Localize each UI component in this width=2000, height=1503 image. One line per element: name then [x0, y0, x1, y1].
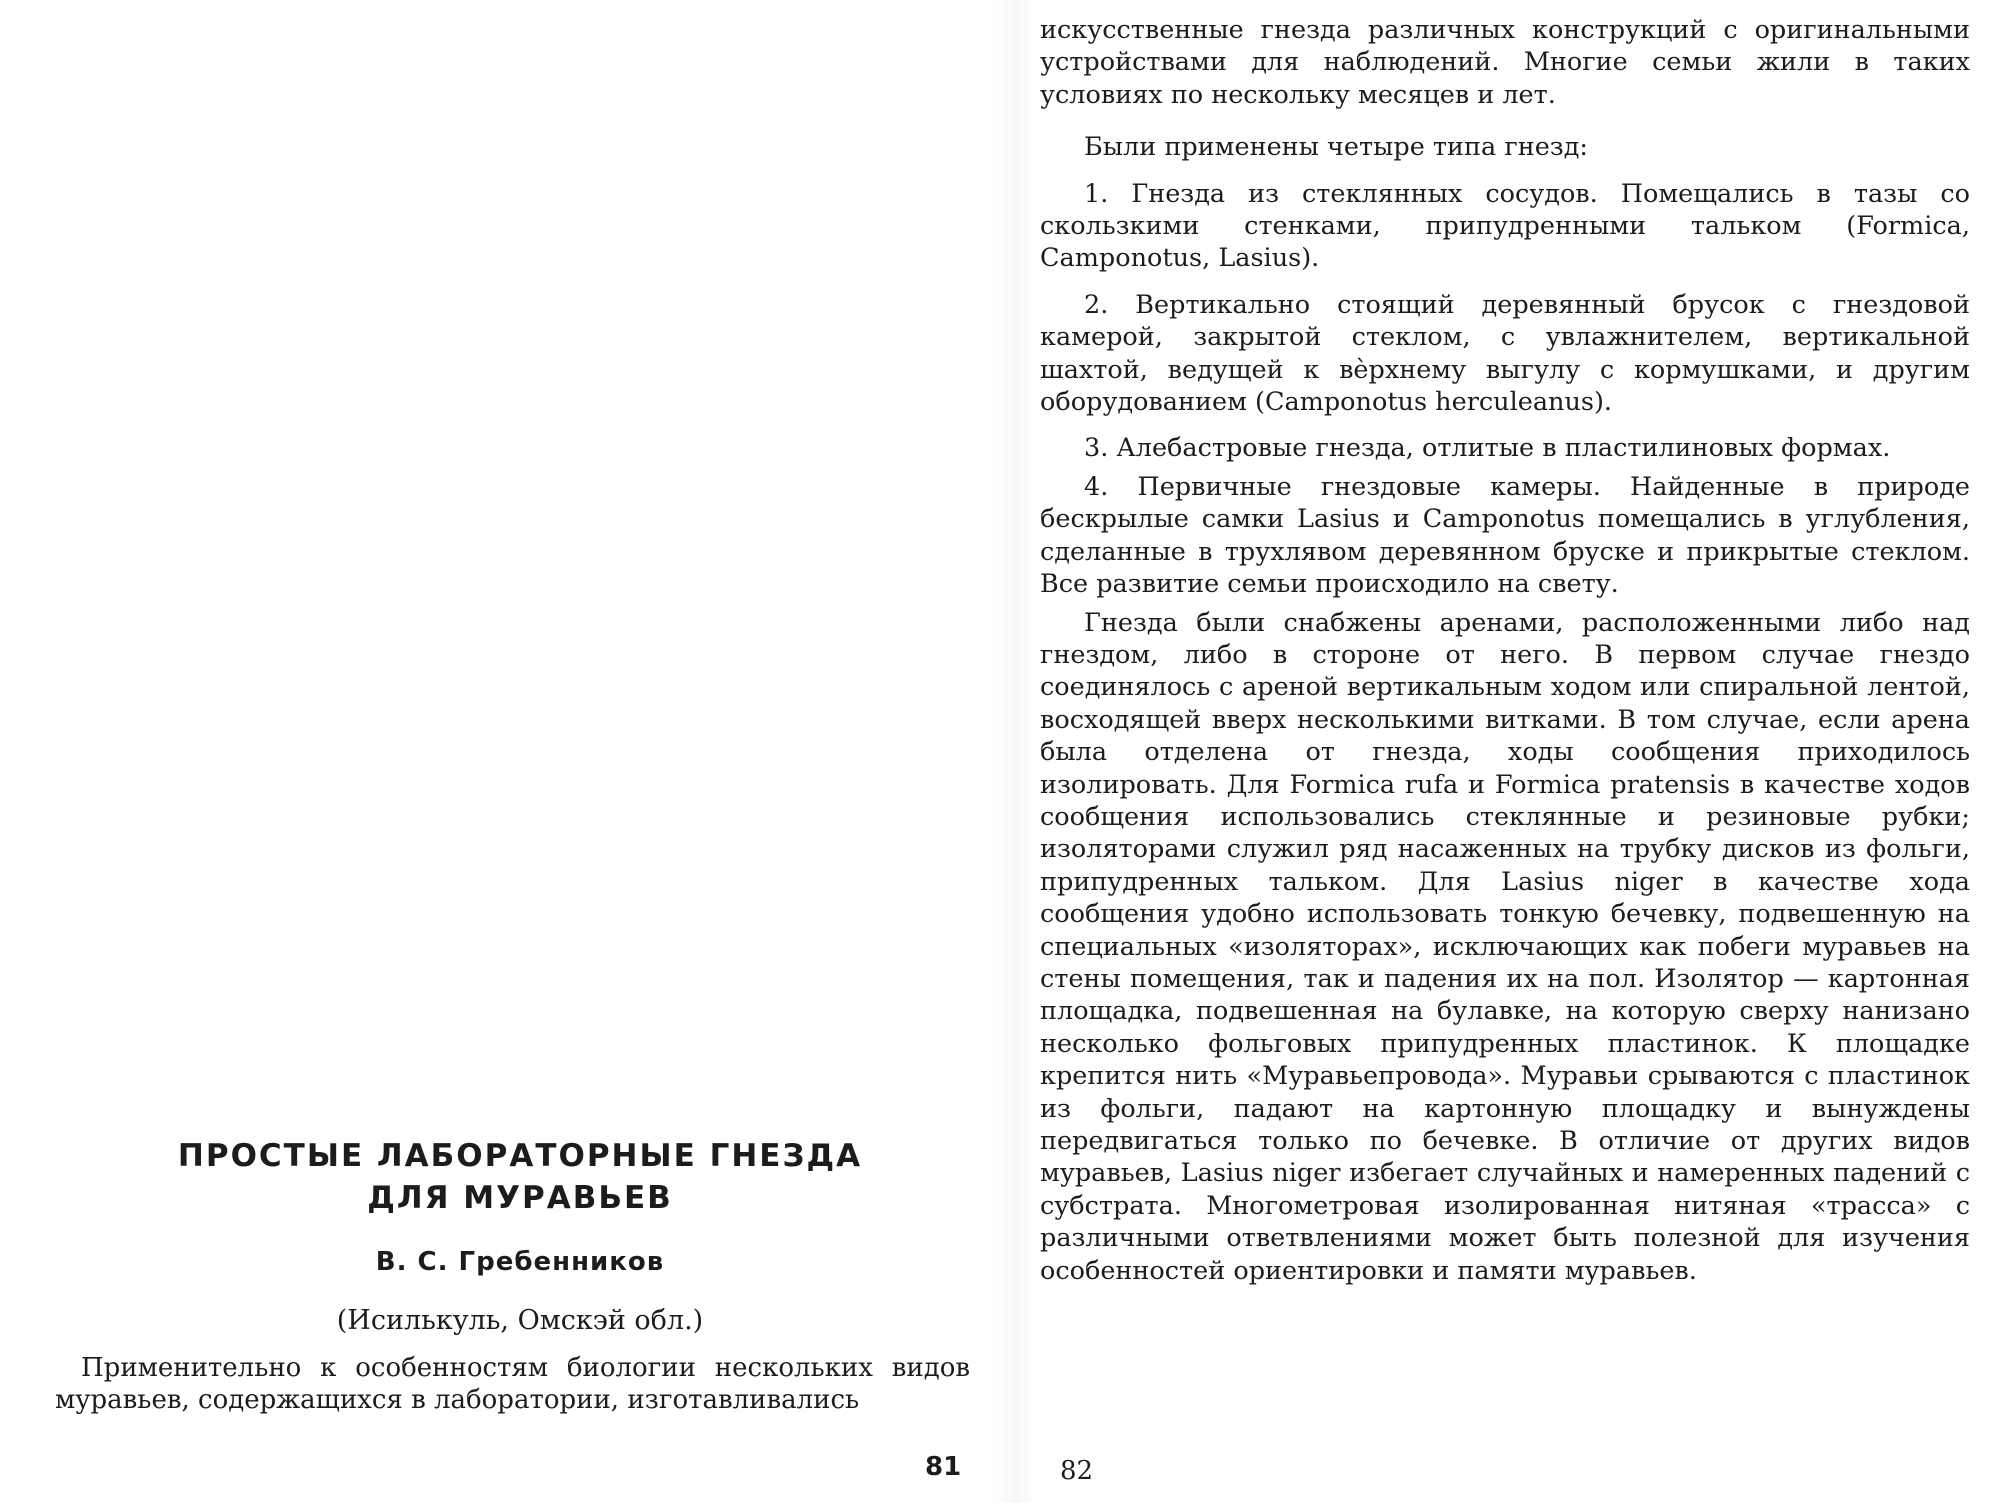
intro-paragraph: Применительно к особенностям биологии нескольких видов муравьев, содержащихся в лаборатории, изготавливались [55, 1353, 970, 1415]
page-number-left: 81 [925, 1452, 962, 1482]
book-gutter [995, 0, 1035, 1503]
article-title-line-1: ПРОСТЫЕ ЛАБОРАТОРНЫЕ ГНЕЗДА [177, 1138, 863, 1174]
paragraph-continuation: искусственные гнезда различных конструкций с оригинальными устройствами для наблюдений. Многие семьи жили в таких условиях по нескольку месяцев и лет. [1040, 15, 1970, 110]
paragraph-nest-type-3: 3. Алебастровые гнезда, отлитые в пластилиновых формах. [1084, 433, 1891, 464]
left-page [0, 0, 990, 1503]
paragraph-nest-type-4: 4. Первичные гнездовые камеры. Найденные в природе бескрылые самки Lasius и Camponotus помещались в углубления, сделанные в трухлявом деревянном бруске и прикрытые стеклом. Все развитие семьи происходило на свету. [1040, 471, 1970, 600]
right-page-body [1040, 14, 1970, 1287]
article-title [60, 1135, 980, 1219]
right-page [1040, 0, 2000, 1503]
paragraph-arenas: Гнезда были снабжены аренами, расположенными либо над гнездом, либо в стороне от него. В первом случае гнездо соединялось с ареной вертикальным ходом или спиральной лентой, восходящей вверх несколькими витками. В том случае, если арена была отделена от гнезда, ходы сообщения приходилось изолировать. Для Formica rufa и Formica pratensis в качестве ходов сообщения использовались стеклянные и резиновые рубки; изоляторами служил ряд насаженных на трубку дисков из фольги, припудренных тальком. Для Lasius niger в качестве хода сообщения удобно использовать тонкую бечевку, подвешенную на специальных «изоляторах», исключающих как побеги муравьев на стены помещения, так и падения их на пол. Изолятор — картонная площадка, подвешенная на булавке, на которую сверху нанизано несколько фольговых припудренных пластинок. К площадке крепится нить «Муравьепровода». Муравьи срываются с пластинок из фольги, падают на картонную площадку и вынуждены передвигаться только по бечевке. В отличие от других видов муравьев, Lasius niger избегает случайных и намеренных падений с субстрата. Многометровая изолированная нитяная «трасса» с различными ответвлениями может быть полезной для изучения особенностей ориентировки и памяти муравьев. [1040, 607, 1970, 1286]
paragraph-nest-type-2: 2. Вертикально стоящий деревянный брусок с гнездовой камерой, закрытой стеклом, с увлажнителем, вертикальной шахтой, ведущей к вѐрхнему выгулу с кормушками, и другим оборудованием (Camponotus herculeanus). [1040, 289, 1970, 418]
paragraph-nest-type-1: 1. Гнезда из стеклянных сосудов. Помещались в тазы со скользкими стенками, припудренными тальком (Formica, Camponotus, Lasius). [1040, 178, 1970, 274]
article-affiliation: (Исилькуль, Омскэй обл.) [336, 1305, 704, 1336]
paragraph-nest-types-intro: Были применены четыре типа гнезд: [1084, 132, 1588, 163]
article-header [60, 1135, 980, 1336]
article-author: В. С. Гребенников [375, 1247, 665, 1277]
page-number-right: 82 [1060, 1456, 1094, 1486]
article-title-line-2: ДЛЯ МУРАВЬЕВ [367, 1180, 673, 1216]
